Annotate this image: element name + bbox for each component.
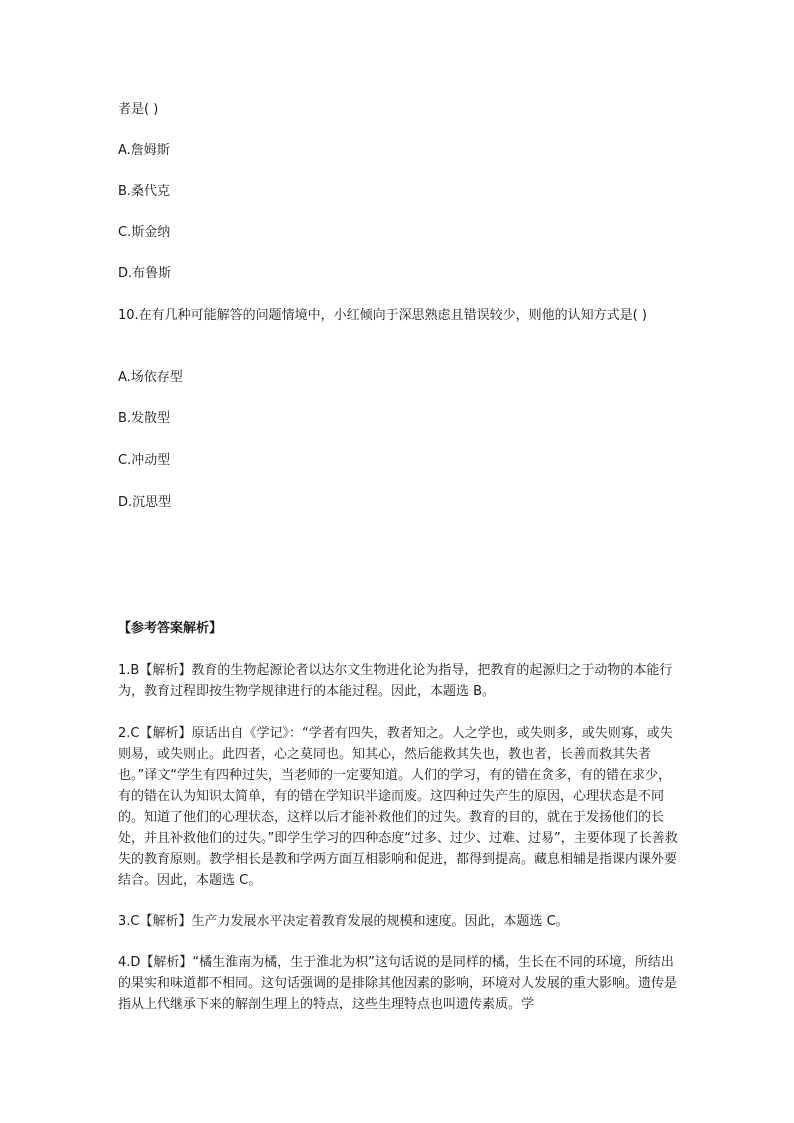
question-10-option-a: A.场依存型	[118, 370, 183, 385]
question-9-option-a: A.詹姆斯	[118, 143, 170, 158]
question-10-option-b: B.发散型	[118, 411, 171, 426]
question-10-option-c: C.冲动型	[118, 453, 171, 468]
answers-heading: 【参考答案解析】	[118, 621, 223, 636]
question-10-stem: 10.在有几种可能解答的问题情境中，小红倾向于深思熟虑且错误较少，则他的认知方式是( )	[118, 308, 647, 323]
answer-2: 2.C【解析】原话出自《学记》：“学者有四失，教者知之。人之学也，或失则多，或失则寡，或失则易，或失则止。此四者，心之莫同也。知其心，然后能救其失也，教也者，长善而救其失者也。”译文“学生有四种过失，当老师的一定要知道。人们的学习，有的错在贪多，有的错在求少，有的错在认为知识太简单，有的错在学知识半途而废。这四种过失产生的原因，心理状态是不同的。知道了他们的心理状态，这样以后才能补救他们的过失。教育的目的，就在于发扬他们的长处，并且补救他们的过失。”即学生学习的四种态度“过多、过少、过难、过易”，主要体现了长善救失的教育原则。教学相长是教和学两方面互相影响和促进，都得到提高。藏息相辅是指课内课外要结合。因此，本题选 C。	[118, 726, 678, 888]
answer-4: 4.D【解析】“橘生淮南为橘，生于淮北为枳”这句话说的是同样的橘，生长在不同的环境，所结出的果实和味道都不相同。这句话强调的是排除其他因素的影响，环境对人发展的重大影响。遗传是指从上代继承下来的解剖生理上的特点，这些生理特点也叫遗传素质。学	[118, 955, 678, 1012]
question-9-option-c: C.斯金纳	[118, 225, 171, 240]
question-9-option-b: B.桑代克	[118, 184, 171, 199]
question-10-option-d: D.沉思型	[118, 495, 172, 510]
question-9-option-d: D.布鲁斯	[118, 266, 172, 281]
answer-1: 1.B【解析】教育的生物起源论者以达尔文生物进化论为指导，把教育的起源归之于动物的本能行为，教育过程即按生物学规律进行的本能过程。因此，本题选 B。	[118, 663, 673, 699]
question-9-stem-tail: 者是( )	[118, 102, 159, 117]
answer-3: 3.C【解析】生产力发展水平决定着教育发展的规模和速度。因此，本题选 C。	[118, 914, 569, 929]
